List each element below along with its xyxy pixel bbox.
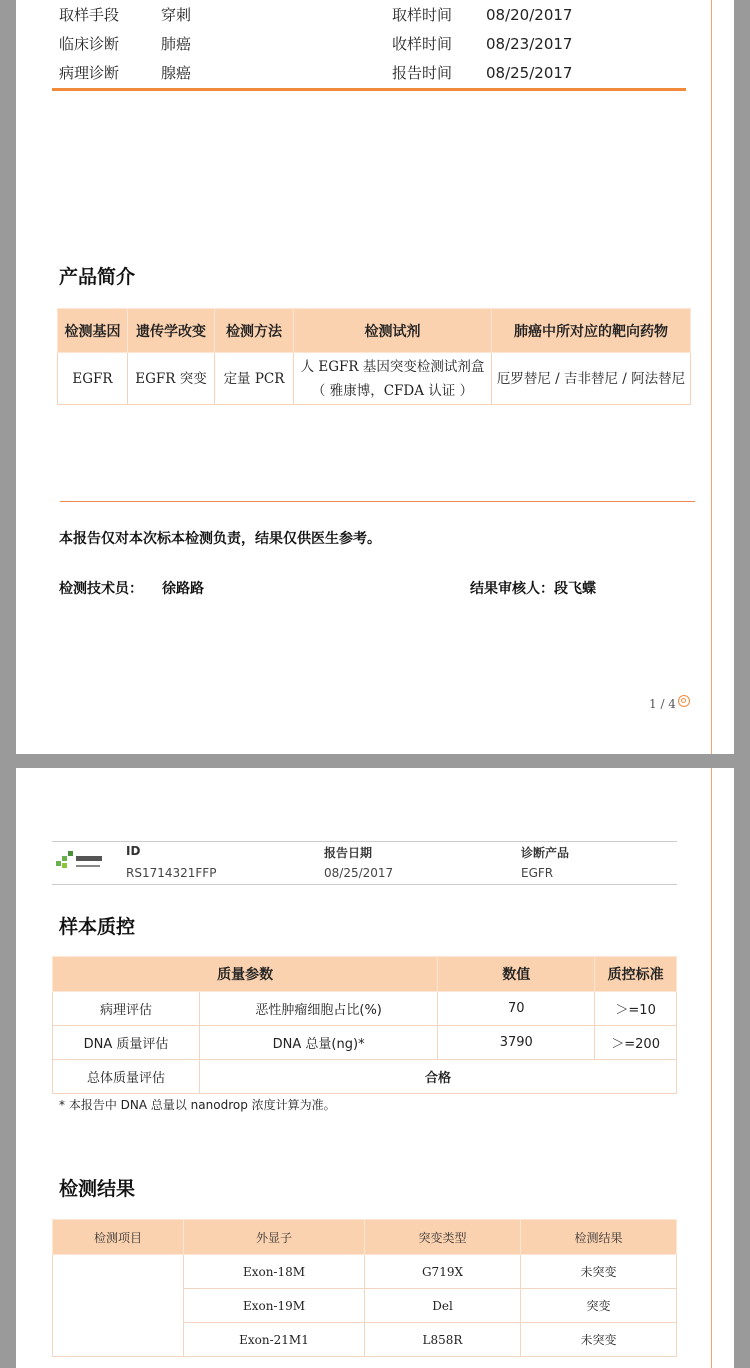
header-product-value: EGFR <box>521 866 554 880</box>
report-page-1 <box>16 0 734 754</box>
table-cell-change: EGFR 突变 <box>128 353 215 405</box>
result-item-cell <box>53 1255 184 1357</box>
table-row <box>53 1255 677 1289</box>
header-date-label: 报告日期 <box>324 846 373 860</box>
info-label: 取样时间 <box>392 6 453 24</box>
table-header-cell: 遗传学改变 <box>128 309 215 353</box>
qc-sub-param: 恶性肿瘤细胞占比(%) <box>200 992 438 1026</box>
table-header-row <box>53 1220 677 1255</box>
target-icon <box>678 695 690 707</box>
technician-label: 检测技术员： <box>59 581 143 597</box>
result-status: 未突变 <box>521 1323 677 1357</box>
page-margin-line <box>711 0 712 754</box>
technician-name: 徐路路 <box>162 581 204 597</box>
result-table <box>52 1219 677 1357</box>
result-type: L858R <box>365 1323 521 1357</box>
report-page-2 <box>16 768 734 1368</box>
table-header-row <box>58 309 691 353</box>
table-row <box>53 992 677 1026</box>
table-header-cell: 检测试剂 <box>294 309 492 353</box>
reagent-certification: （ 雅康博，CFDA 认证 ） <box>311 382 474 399</box>
result-exon: Exon-21M1 <box>184 1323 365 1357</box>
header-id-value: RS1714321FFP <box>126 866 217 880</box>
table-header-cell: 质控标准 <box>595 957 677 992</box>
table-cell-drugs: 厄罗替尼 / 吉非替尼 / 阿法替尼 <box>492 353 691 405</box>
qc-title: 样本质控 <box>59 916 136 938</box>
qc-sub-param: DNA 总量(ng)* <box>200 1026 438 1060</box>
result-exon: Exon-18M <box>184 1255 365 1289</box>
result-type: G719X <box>365 1255 521 1289</box>
qc-table <box>52 956 677 1094</box>
info-value: 08/25/2017 <box>486 64 573 82</box>
company-logo-icon <box>54 848 106 874</box>
reagent-name: 人 EGFR 基因突变检测试剂盒 <box>300 358 485 375</box>
reviewer-text: 结果审核人：段飞蝶 <box>470 581 596 597</box>
info-value: 穿刺 <box>161 6 192 24</box>
product-table <box>57 308 691 405</box>
table-header-row <box>53 957 677 992</box>
qc-overall-value: 合格 <box>200 1060 677 1094</box>
info-value: 肺癌 <box>161 35 192 53</box>
table-cell-reagent <box>294 353 492 405</box>
table-cell-method: 定量 PCR <box>215 353 294 405</box>
info-label: 收样时间 <box>392 35 453 53</box>
qc-param: 病理评估 <box>53 992 200 1026</box>
qc-value: 3790 <box>438 1026 595 1060</box>
footer-divider <box>60 501 695 502</box>
table-header-cell: 检测项目 <box>53 1220 184 1255</box>
table-row <box>53 1026 677 1060</box>
product-intro-title: 产品简介 <box>59 266 136 288</box>
header-bottom-rule <box>52 884 677 885</box>
header-top-rule <box>52 841 677 842</box>
table-row <box>53 1060 677 1094</box>
result-exon: Exon-19M <box>184 1289 365 1323</box>
qc-value: 70 <box>438 992 595 1026</box>
header-product-label: 诊断产品 <box>521 846 570 860</box>
info-label: 病理诊断 <box>59 64 120 82</box>
info-value: 08/20/2017 <box>486 6 573 24</box>
result-title: 检测结果 <box>59 1178 136 1200</box>
qc-footnote: * 本报告中 DNA 总量以 nanodrop 浓度计算为准。 <box>59 1098 336 1112</box>
result-status: 未突变 <box>521 1255 677 1289</box>
table-header-cell: 肺癌中所对应的靶向药物 <box>492 309 691 353</box>
qc-standard: ＞=10 <box>595 992 677 1026</box>
table-header-cell: 检测方法 <box>215 309 294 353</box>
table-cell-gene: EGFR <box>58 353 128 405</box>
disclaimer-text: 本报告仅对本次标本检测负责，结果仅供医生参考。 <box>59 531 381 547</box>
qc-standard: ＞=200 <box>595 1026 677 1060</box>
header-date-value: 08/25/2017 <box>324 866 394 880</box>
header-id-label: ID <box>126 844 141 858</box>
table-row <box>58 353 691 405</box>
result-type: Del <box>365 1289 521 1323</box>
info-label: 取样手段 <box>59 6 120 24</box>
info-value: 08/23/2017 <box>486 35 573 53</box>
table-header-cell: 质量参数 <box>53 957 438 992</box>
table-header-cell: 检测结果 <box>521 1220 677 1255</box>
section-divider <box>52 88 686 91</box>
info-label: 临床诊断 <box>59 35 120 53</box>
info-value: 腺癌 <box>161 64 192 82</box>
table-header-cell: 检测基因 <box>58 309 128 353</box>
page-margin-line <box>711 768 712 1368</box>
table-header-cell: 数值 <box>438 957 595 992</box>
qc-overall-label: 总体质量评估 <box>53 1060 200 1094</box>
info-label: 报告时间 <box>392 64 453 82</box>
table-header-cell: 突变类型 <box>365 1220 521 1255</box>
page-number: 1 / 4 <box>649 697 676 711</box>
result-status: 突变 <box>521 1289 677 1323</box>
qc-param: DNA 质量评估 <box>53 1026 200 1060</box>
table-header-cell: 外显子 <box>184 1220 365 1255</box>
